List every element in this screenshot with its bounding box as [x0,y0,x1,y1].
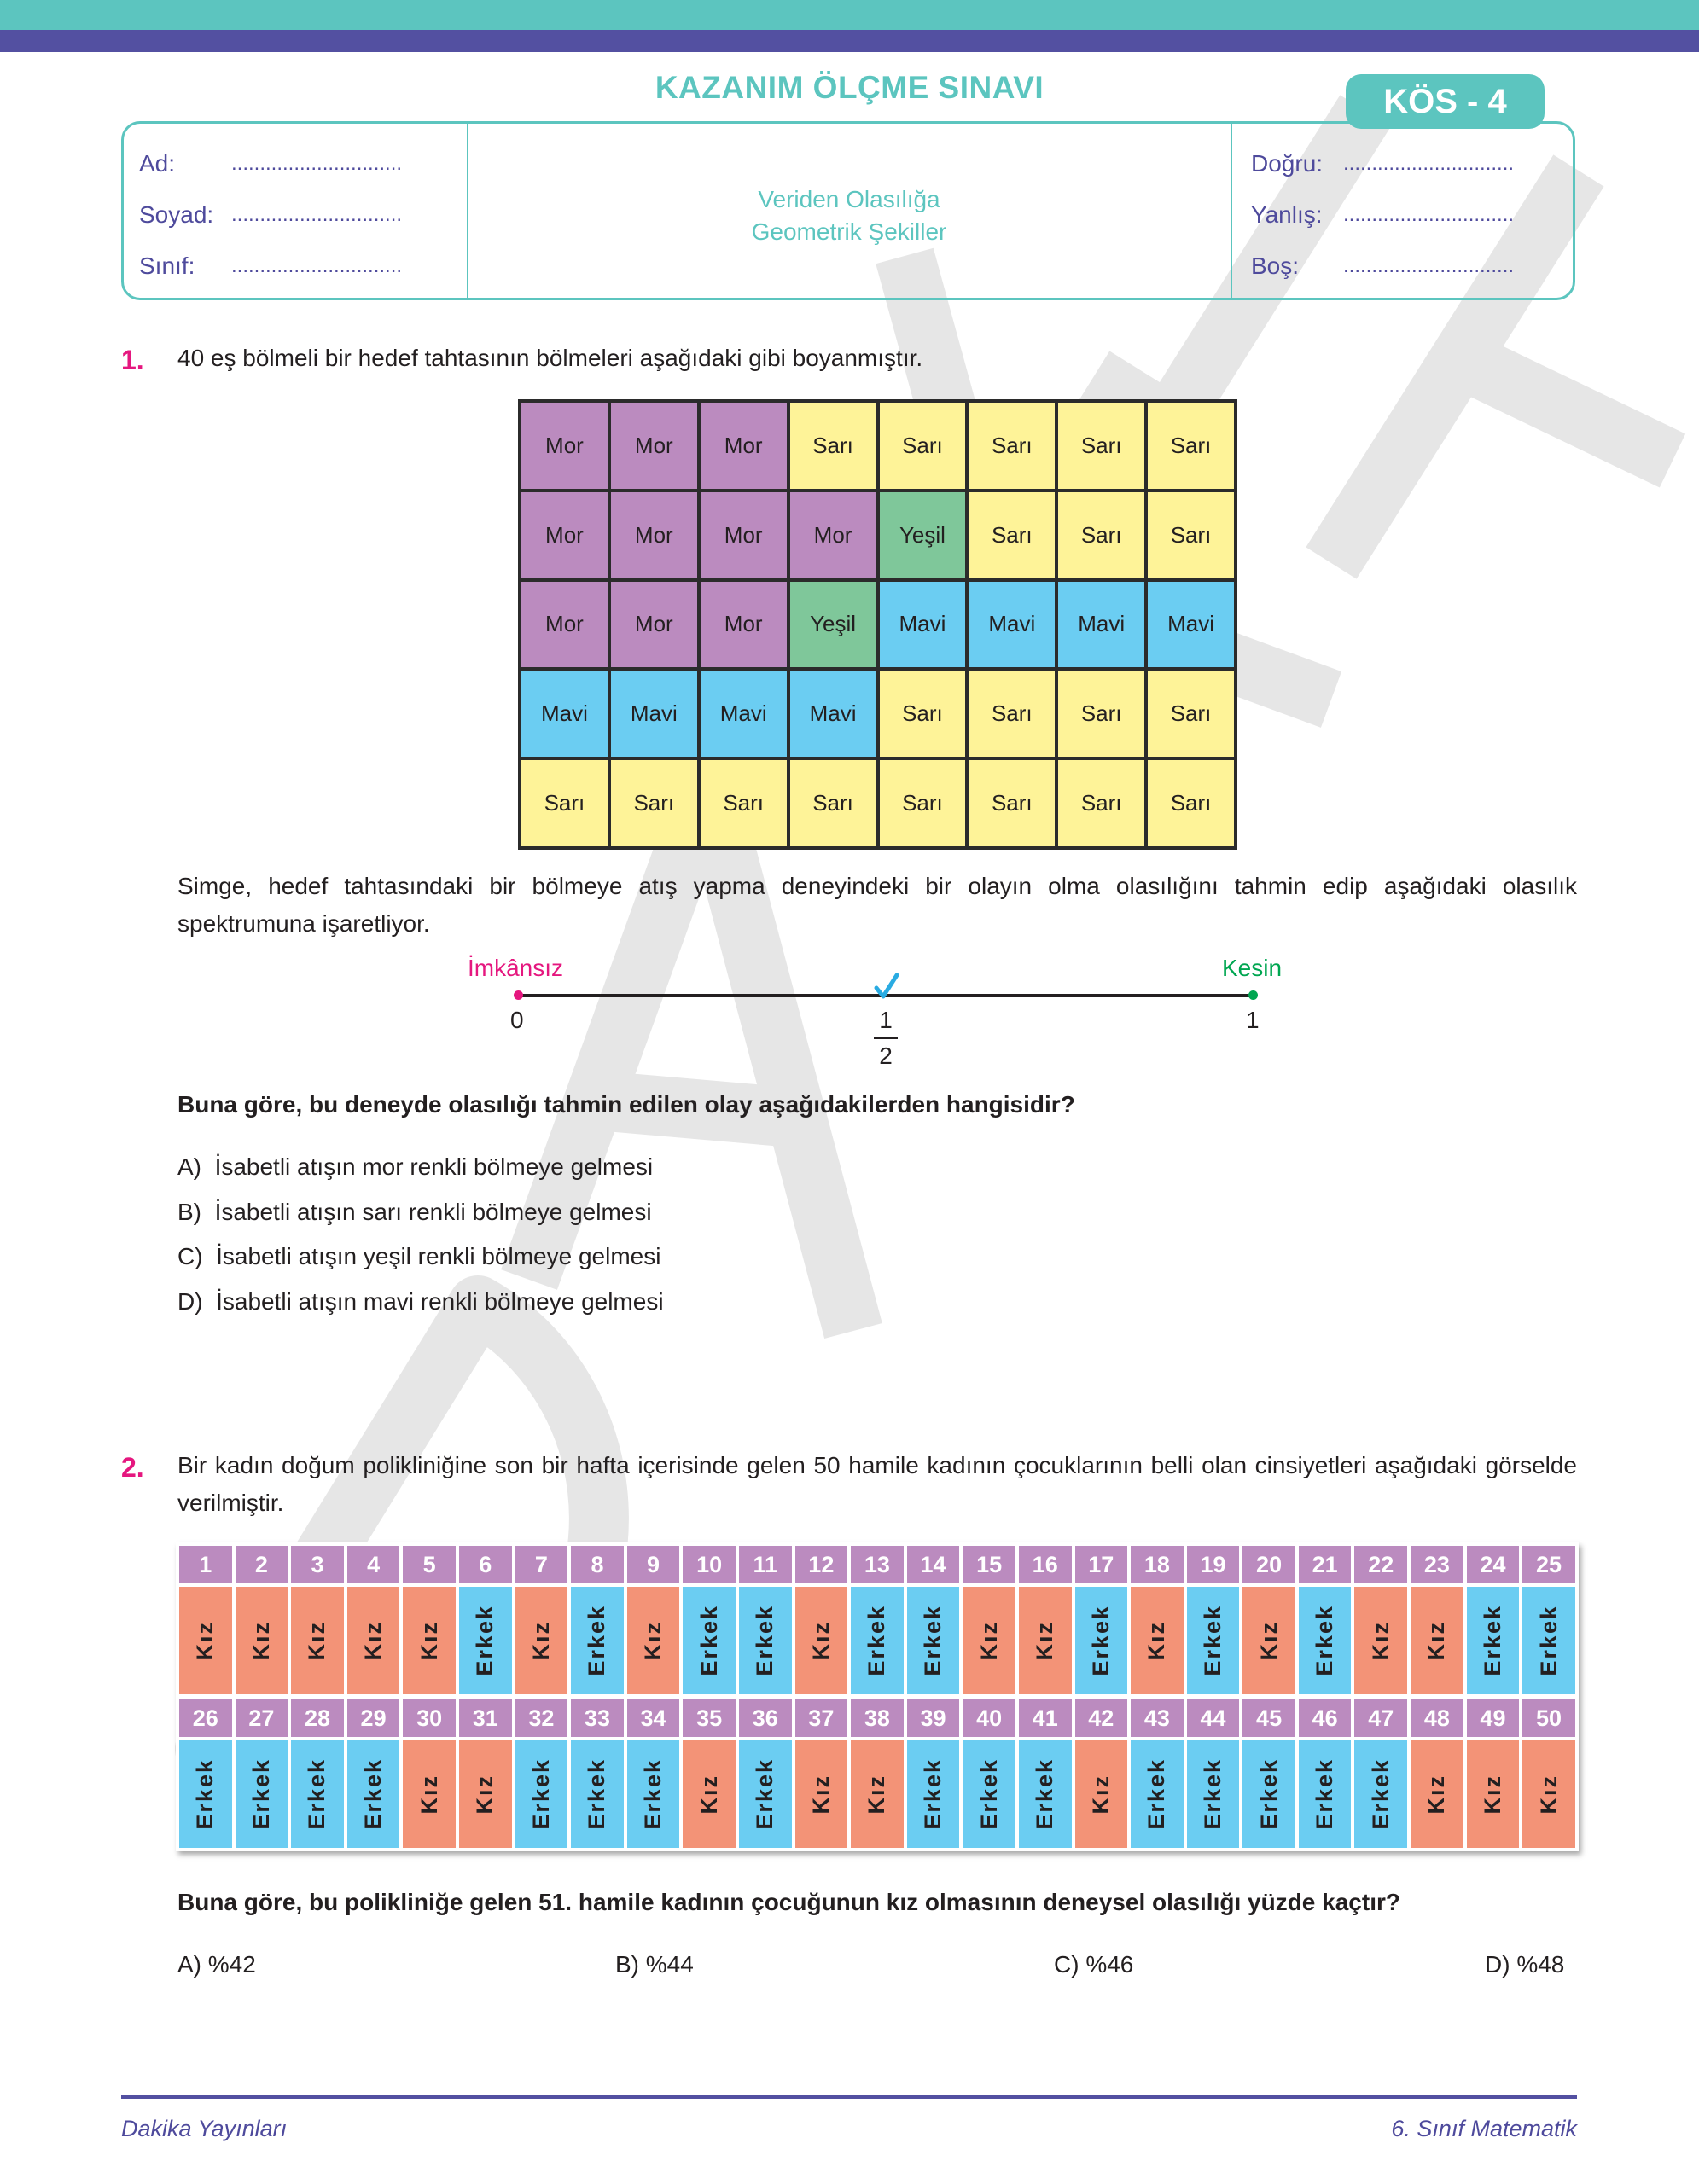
correct-field[interactable] [1251,149,1556,178]
patient-number: 45 [1242,1699,1295,1737]
patient-number: 2 [236,1546,288,1583]
patient-number: 28 [291,1699,344,1737]
gender-label: Erkek [1032,1758,1058,1830]
correct-label: Doğru: [1251,150,1324,177]
patient-number: 24 [1467,1546,1520,1583]
empty-blank[interactable]: .............................. [1343,254,1515,277]
gender-label: Kız [472,1774,498,1815]
board-cell: Mor [611,582,697,668]
gender-cell [459,1740,512,1848]
gender-cell [739,1740,792,1848]
footer-course: 6. Sınıf Matematik [1391,2116,1577,2141]
gender-cell [1019,1587,1072,1694]
question-2-option-b[interactable] [615,1949,694,1980]
board-cell: Sarı [880,760,966,846]
name-label: Ad: [139,150,176,177]
empty-field[interactable] [1251,252,1556,281]
gender-cell [683,1740,736,1848]
board-cell: Sarı [1058,671,1144,757]
patient-number: 7 [515,1546,568,1583]
gender-label: Erkek [920,1758,946,1830]
gender-label: Erkek [1143,1758,1170,1830]
patient-number: 18 [1131,1546,1184,1583]
board-cell: Sarı [1058,760,1144,846]
board-cell: Mor [701,492,787,578]
question-1-option-c[interactable] [177,1241,660,1272]
patient-number: 36 [739,1699,792,1737]
board-cell: Yeşil [880,492,966,578]
gender-label: Erkek [975,1758,1002,1830]
board-cell: Mor [701,582,787,668]
board-cell: Mor [611,403,697,489]
topic-line-1: Veriden Olasılığa [758,186,940,212]
gender-cell [627,1587,680,1694]
question-1-option-b[interactable] [177,1197,652,1228]
spectrum-end-dot [1248,990,1258,1000]
board-cell: Mavi [880,582,966,668]
gender-cell [1242,1740,1295,1848]
gender-cell [1299,1587,1352,1694]
gender-label: Kız [416,1774,442,1815]
gender-label: Erkek [247,1758,274,1830]
spectrum-half-numerator: 1 [879,1007,893,1033]
gender-label: Erkek [1535,1605,1562,1676]
gender-row [179,1740,1575,1848]
footer-divider [121,2095,1577,2099]
board-cell: Mavi [969,582,1055,668]
patient-number: 5 [403,1546,456,1583]
board-cell: Mavi [790,671,876,757]
board-cell: Sarı [1058,403,1144,489]
gender-cell [1242,1587,1295,1694]
patient-number: 6 [459,1546,512,1583]
board-cell: Mor [521,582,608,668]
info-divider-left [467,121,468,300]
gender-label: Erkek [920,1605,946,1676]
board-cell: Sarı [880,403,966,489]
gender-label: Erkek [304,1758,330,1830]
board-cell: Sarı [969,760,1055,846]
gender-label: Kız [807,1774,834,1815]
spectrum-one: 1 [1246,1007,1260,1033]
patient-number: 8 [571,1546,624,1583]
patient-number: 31 [459,1699,512,1737]
board-cell: Mavi [521,671,608,757]
patient-number: 21 [1299,1546,1352,1583]
board-cell: Mor [521,403,608,489]
correct-blank[interactable]: .............................. [1343,152,1515,175]
gender-cell [403,1740,456,1848]
gender-cell [1467,1740,1520,1848]
gender-label: Kız [1535,1774,1562,1815]
option-text: İsabetli atışın mavi renkli bölmeye gelmesi [216,1288,664,1315]
board-cell: Mor [701,403,787,489]
gender-cell [963,1587,1015,1694]
option-letter: C) [1054,1951,1079,1978]
board-cell: Sarı [611,760,697,846]
board-cell: Mavi [1148,582,1234,668]
gender-label: Kız [695,1774,722,1815]
gender-cell [851,1740,904,1848]
patient-number: 10 [683,1546,736,1583]
gender-cell [571,1587,624,1694]
option-letter: D) [177,1288,203,1315]
board-cell: Mavi [701,671,787,757]
question-1-prompt: Buna göre, bu deneyde olasılığı tahmin edilen olay aşağıdakilerden hangisidir? [177,1091,1075,1118]
class-blank[interactable]: .............................. [231,254,403,277]
board-cell: Sarı [701,760,787,846]
patient-number: 11 [739,1546,792,1583]
board-cell: Sarı [790,760,876,846]
gender-label: Kız [807,1620,834,1661]
patient-number: 22 [1354,1546,1407,1583]
board-cell: Sarı [1148,760,1234,846]
option-text: %46 [1085,1951,1134,1978]
question-2-option-c[interactable] [1054,1949,1133,1980]
board-cell: Sarı [1148,492,1234,578]
question-2-prompt: Buna göre, bu polikliniğe gelen 51. hamile kadının çocuğunun kız olmasının deneysel olasılığı yüzde kaçtır? [177,1889,1400,1915]
board-cell: Sarı [790,403,876,489]
gender-label: Erkek [1199,1605,1225,1676]
patient-number: 12 [795,1546,848,1583]
spectrum-start-dot [514,990,523,1000]
question-1-intro: 40 eş bölmeli bir hedef tahtasının bölmeleri aşağıdaki gibi boyanmıştır. [177,345,923,371]
patient-number: 43 [1131,1699,1184,1737]
gender-label: Kız [360,1620,387,1661]
gender-cell [291,1740,344,1848]
board-cell: Sarı [969,403,1055,489]
wrong-field[interactable] [1251,200,1556,229]
option-letter: C) [177,1243,203,1269]
gender-cell [179,1740,232,1848]
option-text: İsabetli atışın mor renkli bölmeye gelmesi [214,1153,654,1180]
board-cell: Sarı [1058,492,1144,578]
patient-number-row [179,1546,1575,1583]
exam-code-badge: KÖS - 4 [1346,74,1545,129]
option-letter: B) [615,1951,639,1978]
patient-number: 37 [795,1699,848,1737]
patient-number: 42 [1075,1699,1128,1737]
target-board-grid [518,399,1237,850]
gender-cell [963,1740,1015,1848]
gender-cell [1075,1587,1128,1694]
patient-number: 3 [291,1546,344,1583]
class-label: Sınıf: [139,253,195,279]
gender-label: Erkek [640,1758,666,1830]
gender-cell [795,1587,848,1694]
gender-label: Erkek [360,1758,387,1830]
gender-label: Kız [1423,1620,1450,1661]
gender-cell [1354,1587,1407,1694]
patient-number: 35 [683,1699,736,1737]
gender-cell [739,1587,792,1694]
exam-title: KAZANIM ÖLÇME SINAVI [655,70,1044,105]
gender-label: Erkek [1312,1605,1338,1676]
board-cell: Mor [611,492,697,578]
patient-number: 29 [347,1699,400,1737]
gender-label: Kız [864,1774,890,1815]
option-letter: A) [177,1153,201,1180]
patient-number: 41 [1019,1699,1072,1737]
patient-number: 40 [963,1699,1015,1737]
patient-number: 20 [1242,1546,1295,1583]
spectrum-zero: 0 [510,1007,524,1033]
gender-cell [347,1587,400,1694]
patient-number: 27 [236,1699,288,1737]
gender-table [176,1542,1579,1851]
option-letter: D) [1485,1951,1510,1978]
gender-label: Kız [1423,1774,1450,1815]
wrong-blank[interactable]: .............................. [1343,203,1515,226]
gender-label: Erkek [1479,1605,1505,1676]
patient-number: 4 [347,1546,400,1583]
gender-label: Erkek [584,1758,610,1830]
question-2-number: 2. [121,1452,144,1483]
spectrum-impossible-label: İmkânsız [468,955,564,981]
gender-label: Kız [1255,1620,1282,1661]
gender-label: Kız [1087,1774,1114,1815]
option-text: %48 [1516,1951,1565,1978]
gender-label: Kız [1367,1620,1394,1661]
gender-cell [1411,1740,1463,1848]
topic-line-2: Geometrik Şekiller [751,218,947,245]
gender-label: Erkek [1312,1758,1338,1830]
gender-label: Erkek [864,1605,890,1676]
gender-cell [851,1587,904,1694]
surname-blank[interactable]: .............................. [231,203,403,226]
patient-number: 13 [851,1546,904,1583]
gender-cell [515,1740,568,1848]
gender-cell [907,1587,960,1694]
gender-label: Erkek [1367,1758,1394,1830]
patient-number: 16 [1019,1546,1072,1583]
board-cell: Mavi [611,671,697,757]
gender-label: Kız [247,1620,274,1661]
gender-cell [1299,1740,1352,1848]
board-cell: Yeşil [790,582,876,668]
empty-label: Boş: [1251,253,1300,279]
gender-cell [1354,1740,1407,1848]
gender-cell [236,1740,288,1848]
gender-label: Kız [416,1620,442,1661]
gender-cell [1187,1587,1240,1694]
spectrum-half-denominator: 2 [879,1043,893,1069]
gender-label: Kız [640,1620,666,1661]
gender-cell [571,1740,624,1848]
patient-number: 34 [627,1699,680,1737]
gender-cell [1019,1740,1072,1848]
gender-cell [1131,1740,1184,1848]
checkmark-icon [874,973,899,1000]
gender-cell [683,1587,736,1694]
spectrum-certain-label: Kesin [1222,955,1283,981]
patient-number: 19 [1187,1546,1240,1583]
patient-number: 33 [571,1699,624,1737]
gender-cell [403,1587,456,1694]
board-cell: Mor [521,492,608,578]
footer-publisher: Dakika Yayınları [121,2116,288,2141]
gender-cell [1411,1587,1463,1694]
patient-number: 44 [1187,1699,1240,1737]
gender-cell [347,1740,400,1848]
gender-label: Erkek [1199,1758,1225,1830]
gender-cell [1187,1740,1240,1848]
option-letter: A) [177,1951,201,1978]
board-cell: Sarı [521,760,608,846]
option-text: %42 [207,1951,256,1978]
gender-cell [1522,1740,1575,1848]
patient-number: 26 [179,1699,232,1737]
patient-number: 30 [403,1699,456,1737]
gender-label: Kız [975,1620,1002,1661]
gender-cell [291,1587,344,1694]
board-cell: Sarı [1148,403,1234,489]
class-field[interactable] [139,252,445,281]
board-cell: Mor [790,492,876,578]
gender-cell [515,1587,568,1694]
board-cell: Sarı [1148,671,1234,757]
option-text: İsabetli atışın yeşil renkli bölmeye gelmesi [216,1243,661,1269]
gender-cell [1075,1740,1128,1848]
board-cell: Mavi [1058,582,1144,668]
name-blank[interactable]: .............................. [231,152,403,175]
patient-number: 49 [1467,1699,1520,1737]
gender-label: Erkek [192,1758,218,1830]
option-letter: B) [177,1199,201,1225]
patient-number: 39 [907,1699,960,1737]
gender-label: Kız [1143,1620,1170,1661]
gender-label: Erkek [1087,1605,1114,1676]
gender-cell [1131,1587,1184,1694]
patient-number-row [179,1699,1575,1737]
question-2-option-a[interactable] [177,1949,256,1980]
gender-cell [627,1740,680,1848]
gender-cell [1522,1587,1575,1694]
question-1-number: 1. [121,345,144,375]
gender-label: Kız [192,1620,218,1661]
patient-number: 47 [1354,1699,1407,1737]
patient-number: 17 [1075,1546,1128,1583]
patient-number: 38 [851,1699,904,1737]
board-cell: Sarı [969,671,1055,757]
gender-label: Erkek [472,1605,498,1676]
patient-number: 32 [515,1699,568,1737]
patient-number: 23 [1411,1546,1463,1583]
patient-number: 48 [1411,1699,1463,1737]
gender-label: Erkek [527,1758,554,1830]
gender-cell [179,1587,232,1694]
question-1-option-a[interactable] [177,1152,653,1182]
question-1-description: Simge, hedef tahtasındaki bir bölmeye atış yapma deneyindeki bir olayın olma olasılığını tahmin edip aşağıdaki olasılık spektrumuna işaretliyor. [177,873,1577,937]
fraction-bar [874,1037,898,1039]
gender-row [179,1587,1575,1694]
board-cell: Sarı [880,671,966,757]
patient-number: 50 [1522,1699,1575,1737]
gender-cell [459,1587,512,1694]
patient-number: 14 [907,1546,960,1583]
wrong-label: Yanlış: [1251,201,1323,228]
board-cell: Sarı [969,492,1055,578]
patient-number: 46 [1299,1699,1352,1737]
question-2-option-d[interactable] [1485,1949,1564,1980]
gender-label: Kız [304,1620,330,1661]
gender-label: Erkek [584,1605,610,1676]
option-text: %44 [645,1951,694,1978]
gender-label: Kız [1479,1774,1505,1815]
gender-label: Kız [1032,1620,1058,1661]
info-divider-right [1231,121,1232,300]
topic-box [478,183,1220,248]
question-2-intro: Bir kadın doğum polikliniğine son bir hafta içerisinde gelen 50 hamile kadının çocuklarının belli olan cinsiyetleri aşağıdaki görselde verilmiştir. [177,1452,1577,1516]
surname-field[interactable] [139,200,445,229]
question-1-option-d[interactable] [177,1287,664,1317]
gender-cell [1467,1587,1520,1694]
gender-label: Erkek [695,1605,722,1676]
name-field[interactable] [139,149,445,178]
gender-label: Erkek [1255,1758,1282,1830]
gender-cell [236,1587,288,1694]
gender-label: Erkek [752,1605,778,1676]
gender-label: Kız [527,1620,554,1661]
patient-number: 1 [179,1546,232,1583]
patient-number: 25 [1522,1546,1575,1583]
gender-cell [795,1740,848,1848]
gender-cell [907,1740,960,1848]
option-text: İsabetli atışın sarı renkli bölmeye gelmesi [214,1199,652,1225]
patient-number: 9 [627,1546,680,1583]
gender-label: Erkek [752,1758,778,1830]
patient-number: 15 [963,1546,1015,1583]
surname-label: Soyad: [139,201,214,228]
